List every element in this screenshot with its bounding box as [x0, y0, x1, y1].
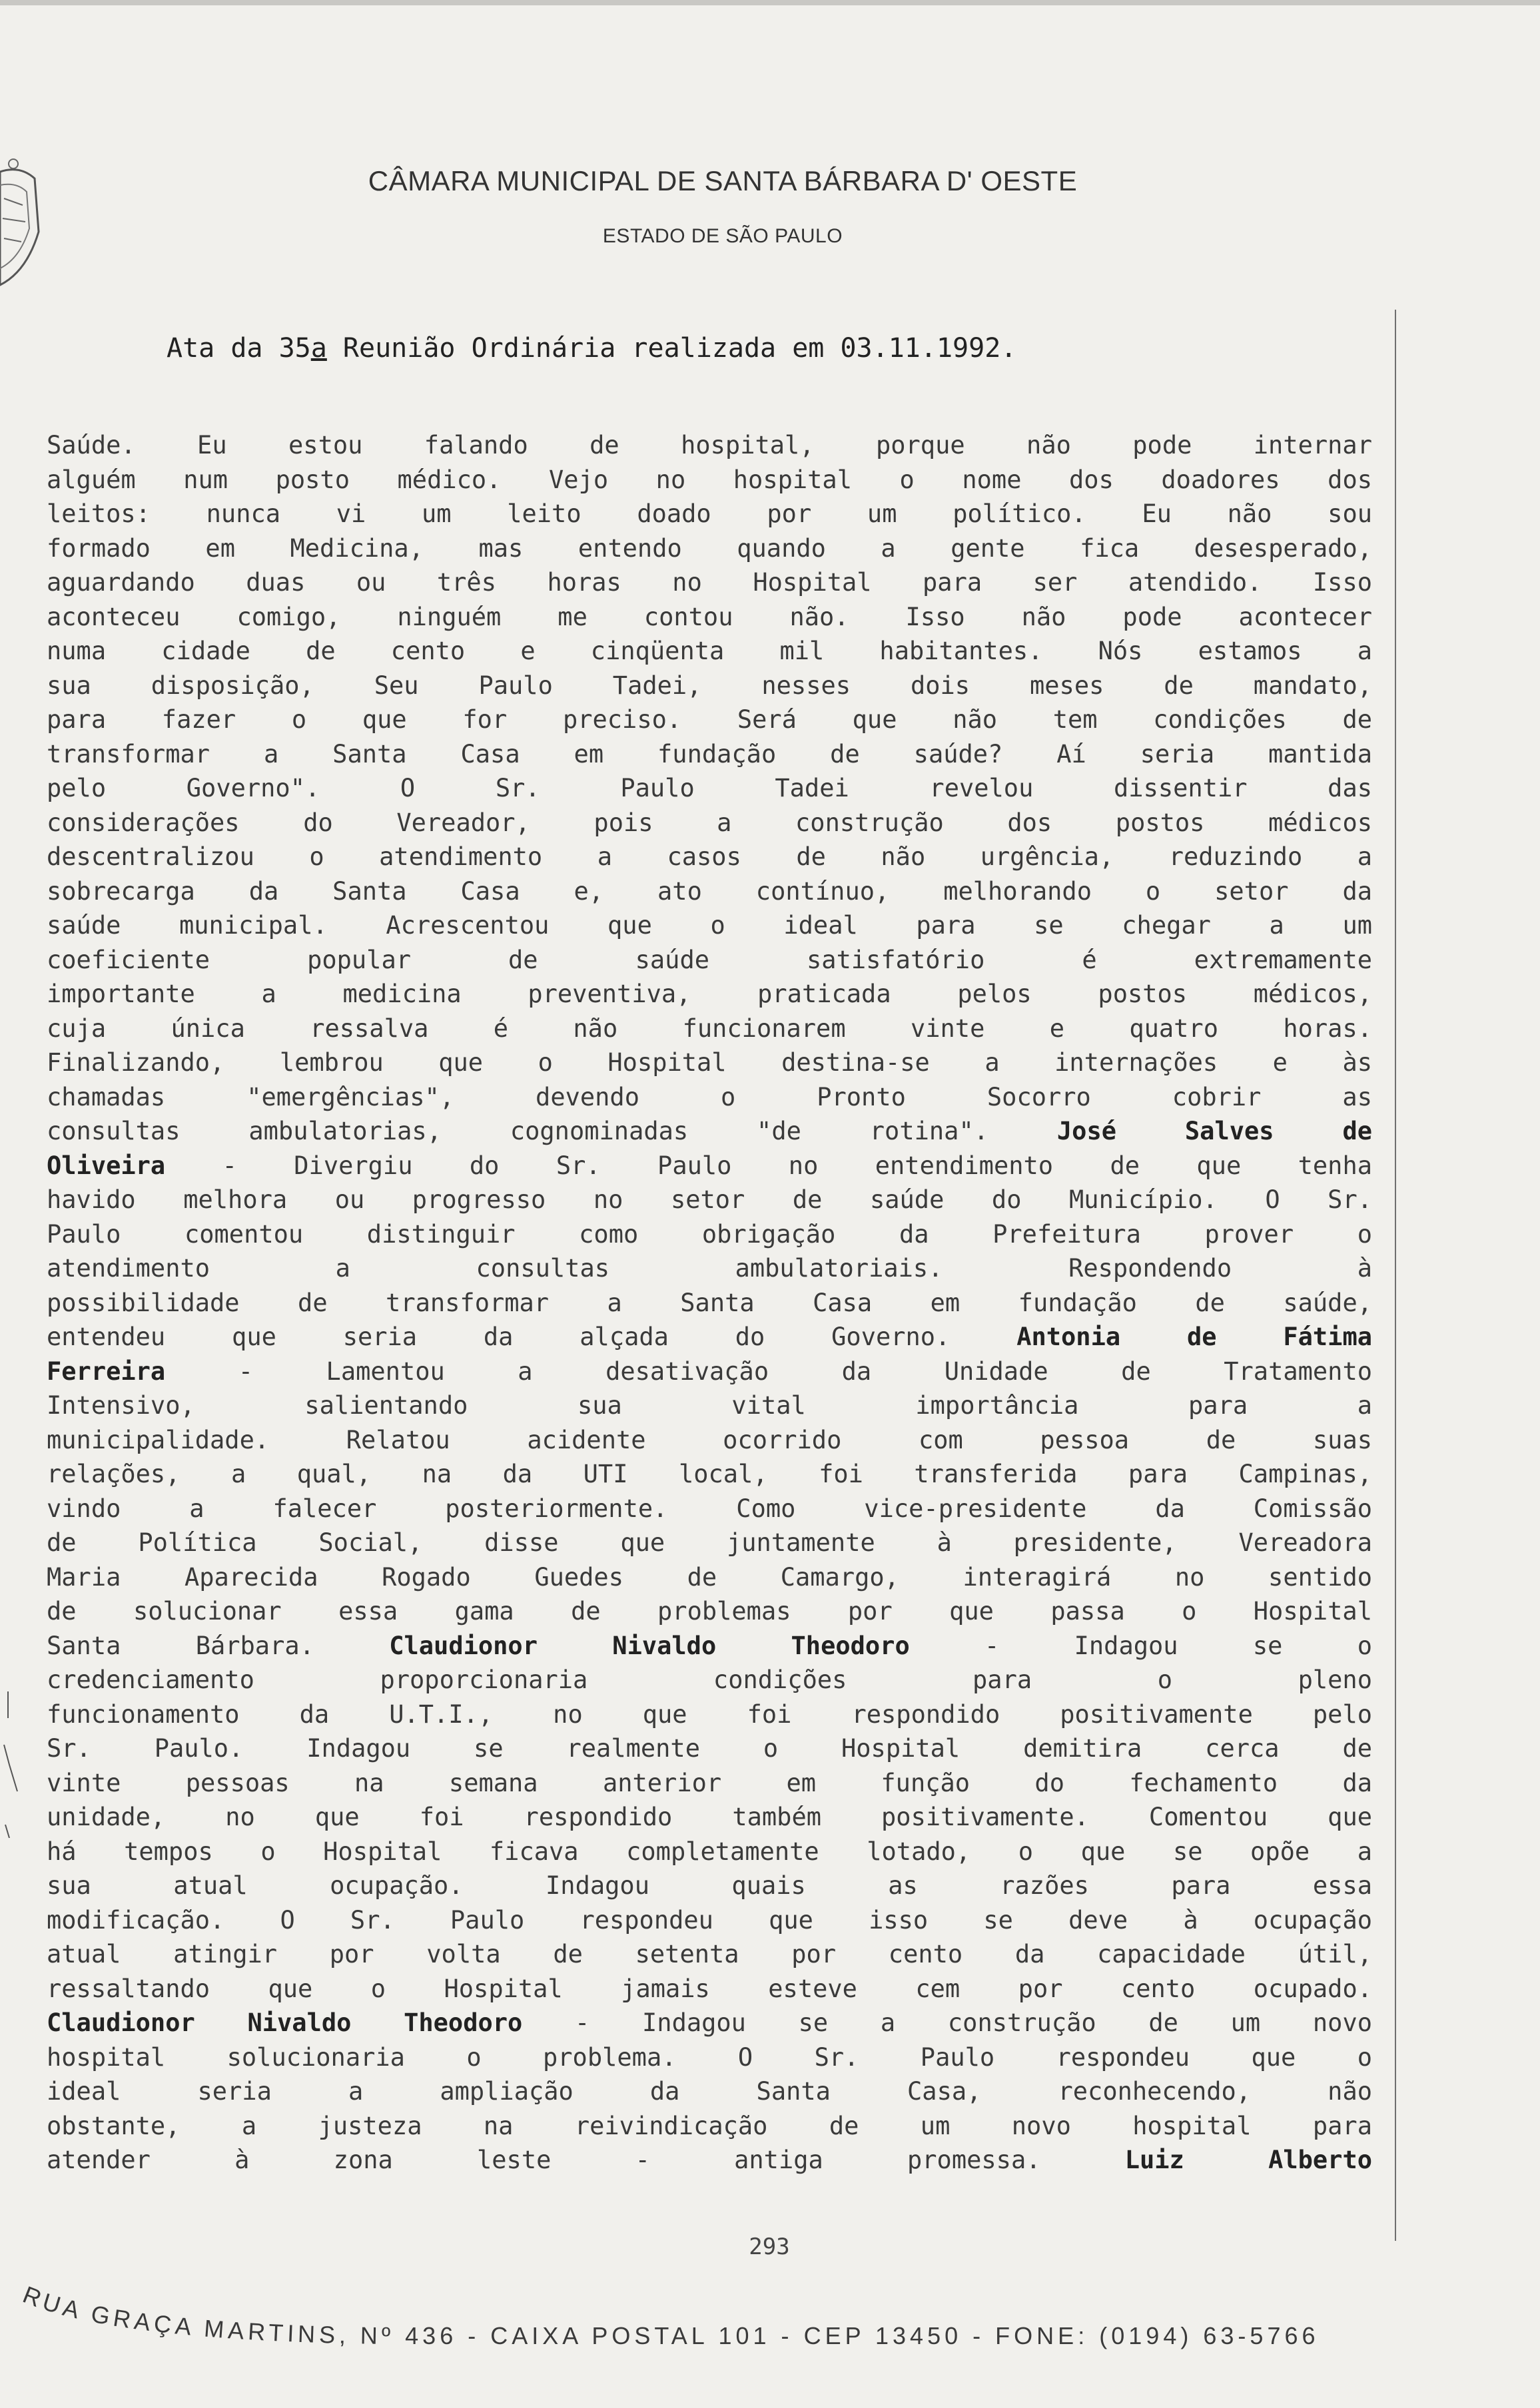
body-text-segment: leitos: nunca vi um leito doado por um político. Eu não sou: [47, 499, 1372, 528]
body-line: [47, 2006, 1372, 2040]
body-text-segment: ressaltando que o Hospital jamais esteve cem por cento ocupado.: [47, 1974, 1372, 2003]
body-line: [47, 1731, 1372, 1766]
body-line: [47, 1697, 1372, 1732]
body-text-segment: aguardando duas ou três horas no Hospital para ser atendido. Isso: [47, 568, 1372, 597]
letterhead-state: ESTADO DE SÃO PAULO: [602, 225, 843, 247]
minutes-heading: [167, 333, 1365, 364]
footer-address-text: RUA GRAÇA MARTINS, Nº 436 - CAIXA POSTAL 101 - CEP 13450 - FONE: (0194) 63-5766: [19, 2280, 1320, 2349]
speaker-name: Claudionor Nivaldo Theodoro: [47, 2008, 523, 2037]
speaker-name: Luiz Alberto: [1124, 2146, 1372, 2174]
body-text-segment: entendeu que seria da alçada do Governo.: [47, 1323, 1017, 1351]
body-line: [47, 2040, 1372, 2075]
body-text-segment: obstante, a justeza na reivindicação de um novo hospital para: [47, 2111, 1372, 2140]
speaker-name: Oliveira: [47, 1151, 166, 1180]
body-line: [47, 1149, 1372, 1183]
body-text-segment: Saúde. Eu estou falando de hospital, porque não pode internar: [47, 431, 1372, 459]
body-line: [47, 1320, 1372, 1354]
body-text-segment: de solucionar essa gama de problemas por que passa o Hospital: [47, 1597, 1372, 1626]
body-text-segment: sua atual ocupação. Indagou quais as razões para essa: [47, 1871, 1372, 1900]
body-line: [47, 565, 1372, 600]
speaker-name: José Salves de: [1056, 1117, 1372, 1145]
speaker-name: Claudionor Nivaldo Theodoro: [389, 1631, 910, 1660]
body-text-segment: Paulo comentou distinguir como obrigação da Prefeitura prover o: [47, 1219, 1372, 1249]
body-text-segment: sua disposição, Seu Paulo Tadei, nesses dois meses de mandato,: [47, 671, 1372, 700]
body-line: [47, 874, 1372, 909]
body-line: [47, 463, 1372, 497]
body-line: [47, 1560, 1372, 1595]
body-text-segment: - Lamentou a desativação da Unidade de Tratamento: [165, 1356, 1372, 1386]
body-text-segment: Santa Bárbara.: [47, 1631, 390, 1660]
body-text-segment: havido melhora ou progresso no setor de saúde do Município. O Sr.: [47, 1185, 1372, 1214]
body-text-segment: coeficiente popular de saúde satisfatório é extremamente: [47, 945, 1372, 974]
body-line: [47, 1492, 1372, 1526]
body-line: [47, 1286, 1372, 1321]
body-line: [47, 1835, 1372, 1869]
body-text-segment: possibilidade de transformar a Santa Casa em fundação de saúde,: [47, 1288, 1372, 1317]
body-text-segment: vinte pessoas na semana anterior em função do fechamento da: [47, 1768, 1372, 1797]
body-line: [47, 669, 1372, 703]
body-line: [47, 2109, 1372, 2144]
body-text-segment: alguém num posto médico. Vejo no hospital o nome dos doadores dos: [47, 465, 1372, 494]
body-line: [47, 1114, 1372, 1149]
body-line: [47, 634, 1372, 669]
body-line: [47, 531, 1372, 566]
body-line: [47, 2074, 1372, 2109]
margin-rule: [1395, 310, 1396, 2241]
body-line: [47, 497, 1372, 531]
body-line: [47, 1251, 1372, 1286]
body-text-segment: sobrecarga da Santa Casa e, ato contínuo, melhorando o setor da: [47, 876, 1372, 906]
body-text-segment: modificação. O Sr. Paulo respondeu que isso se deve à ocupação: [47, 1905, 1372, 1935]
body-line: [47, 1388, 1372, 1423]
body-text-segment: - Indagou se o: [909, 1631, 1373, 1660]
body-text-segment: Finalizando, lembrou que o Hospital destina-se a internações e às: [47, 1048, 1372, 1077]
body-line: [47, 977, 1372, 1012]
body-text-segment: hospital solucionaria o problema. O Sr. Paulo respondeu que o: [47, 2042, 1372, 2072]
body-text-segment: municipalidade. Relatou acidente ocorrido com pessoa de suas: [47, 1425, 1372, 1454]
body-text-segment: consultas ambulatorias, cognominadas "de rotina".: [47, 1117, 1057, 1145]
body-line: [47, 1663, 1372, 1697]
body-line: [47, 1526, 1372, 1560]
body-line: [47, 1629, 1372, 1663]
body-text-segment: atendimento a consultas ambulatoriais. Respondendo à: [47, 1254, 1372, 1283]
body-text-segment: transformar a Santa Casa em fundação de saúde? Aí seria mantida: [47, 739, 1372, 768]
body-line: [47, 1354, 1372, 1389]
body-text-segment: pelo Governo". O Sr. Paulo Tadei revelou dissentir das: [47, 774, 1372, 802]
body-line: [47, 1937, 1372, 1972]
body-line: [47, 771, 1372, 806]
body-text-segment: vindo a falecer posteriormente. Como vice-presidente da Comissão: [47, 1494, 1372, 1523]
body-line: [47, 1046, 1372, 1080]
body-line: [47, 1217, 1372, 1252]
body-text-segment: descentralizou o atendimento a casos de não urgência, reduzindo a: [47, 842, 1372, 871]
body-text-segment: há tempos o Hospital ficava completamente lotado, o que se opõe a: [47, 1837, 1372, 1866]
body-line: [47, 1012, 1372, 1046]
body-line: [47, 1423, 1372, 1458]
body-line: [47, 1080, 1372, 1115]
heading-ordinal: a: [310, 333, 327, 364]
body-text-segment: - Divergiu do Sr. Paulo no entendimento de que tenha: [165, 1151, 1372, 1180]
body-line: [47, 1183, 1372, 1217]
body-line: [47, 1869, 1372, 1903]
body-line: [47, 1766, 1372, 1801]
body-text-segment: chamadas "emergências", devendo o Pronto Socorro cobrir as: [47, 1082, 1372, 1111]
body-text-segment: aconteceu comigo, ninguém me contou não. Isso não pode acontecer: [47, 602, 1372, 631]
body-text-segment: credenciamento proporcionaria condições para o pleno: [47, 1665, 1372, 1694]
speaker-name: Ferreira: [47, 1356, 166, 1386]
body-line: [47, 1972, 1372, 2006]
body-text-segment: saúde municipal. Acrescentou que o ideal para se chegar a um: [47, 911, 1372, 940]
body-text-segment: - Indagou se a construção de um novo: [522, 2008, 1372, 2037]
body-text-segment: cuja única ressalva é não funcionarem vinte e quatro horas.: [47, 1014, 1372, 1043]
body-text-segment: funcionamento da U.T.I., no que foi respondido positivamente pelo: [47, 1699, 1372, 1729]
minutes-body: [47, 428, 1372, 2178]
body-text-segment: atender à zona leste - antiga promessa.: [47, 2146, 1125, 2174]
heading-number: 35: [278, 333, 311, 364]
body-line: [47, 600, 1372, 635]
body-text-segment: Sr. Paulo. Indagou se realmente o Hospital demitira cerca de: [47, 1734, 1372, 1763]
body-text-segment: relações, a qual, na da UTI local, foi transferida para Campinas,: [47, 1460, 1372, 1488]
footer-address: [15, 2277, 1540, 2357]
body-line: [47, 1457, 1372, 1492]
body-line: [47, 428, 1372, 463]
body-text-segment: numa cidade de cento e cinqüenta mil habitantes. Nós estamos a: [47, 637, 1372, 665]
body-line: [47, 806, 1372, 840]
body-text-segment: Maria Aparecida Rogado Guedes de Camargo, interagirá no sentido: [47, 1562, 1372, 1592]
body-text-segment: de Política Social, disse que juntamente à presidente, Vereadora: [47, 1528, 1372, 1557]
body-text-segment: considerações do Vereador, pois a construção dos postos médicos: [47, 808, 1372, 837]
margin-marks: [0, 1691, 20, 1838]
heading-prefix: Ata da: [167, 333, 279, 364]
body-text-segment: Intensivo, salientando sua vital importância para a: [47, 1391, 1372, 1420]
body-line: [47, 737, 1372, 772]
body-text-segment: formado em Medicina, mas entendo quando a gente fica desesperado,: [47, 533, 1372, 563]
body-line: [47, 2143, 1372, 2178]
body-line: [47, 908, 1372, 943]
body-text-segment: ideal seria a ampliação da Santa Casa, reconhecendo, não: [47, 2077, 1372, 2106]
body-line: [47, 703, 1372, 737]
letterhead-title: CÂMARA MUNICIPAL DE SANTA BÁRBARA D' OESTE: [368, 165, 1078, 196]
body-text-segment: importante a medicina preventiva, praticada pelos postos médicos,: [47, 980, 1372, 1008]
body-text-segment: para fazer o que for preciso. Será que não tem condições de: [47, 705, 1372, 734]
body-line: [47, 1800, 1372, 1835]
body-line: [47, 1594, 1372, 1629]
body-line: [47, 943, 1372, 978]
footer-address-svg: [15, 2277, 1540, 2357]
body-line: [47, 1903, 1372, 1938]
speaker-name: Antonia de Fátima: [1016, 1323, 1373, 1351]
body-line: [47, 840, 1372, 874]
page-number: 293: [749, 2234, 790, 2260]
heading-suffix: Reunião Ordinária realizada em 03.11.1992.: [326, 333, 1017, 364]
body-text-segment: atual atingir por volta de setenta por cento da capacidade útil,: [47, 1940, 1372, 1968]
svg-text:RUA GRAÇA MARTINS, Nº 436 - CA: [19, 2281, 1320, 2349]
body-text-segment: unidade, no que foi respondido também positivamente. Comentou que: [47, 1803, 1372, 1831]
scan-top-edge: [0, 0, 1540, 5]
